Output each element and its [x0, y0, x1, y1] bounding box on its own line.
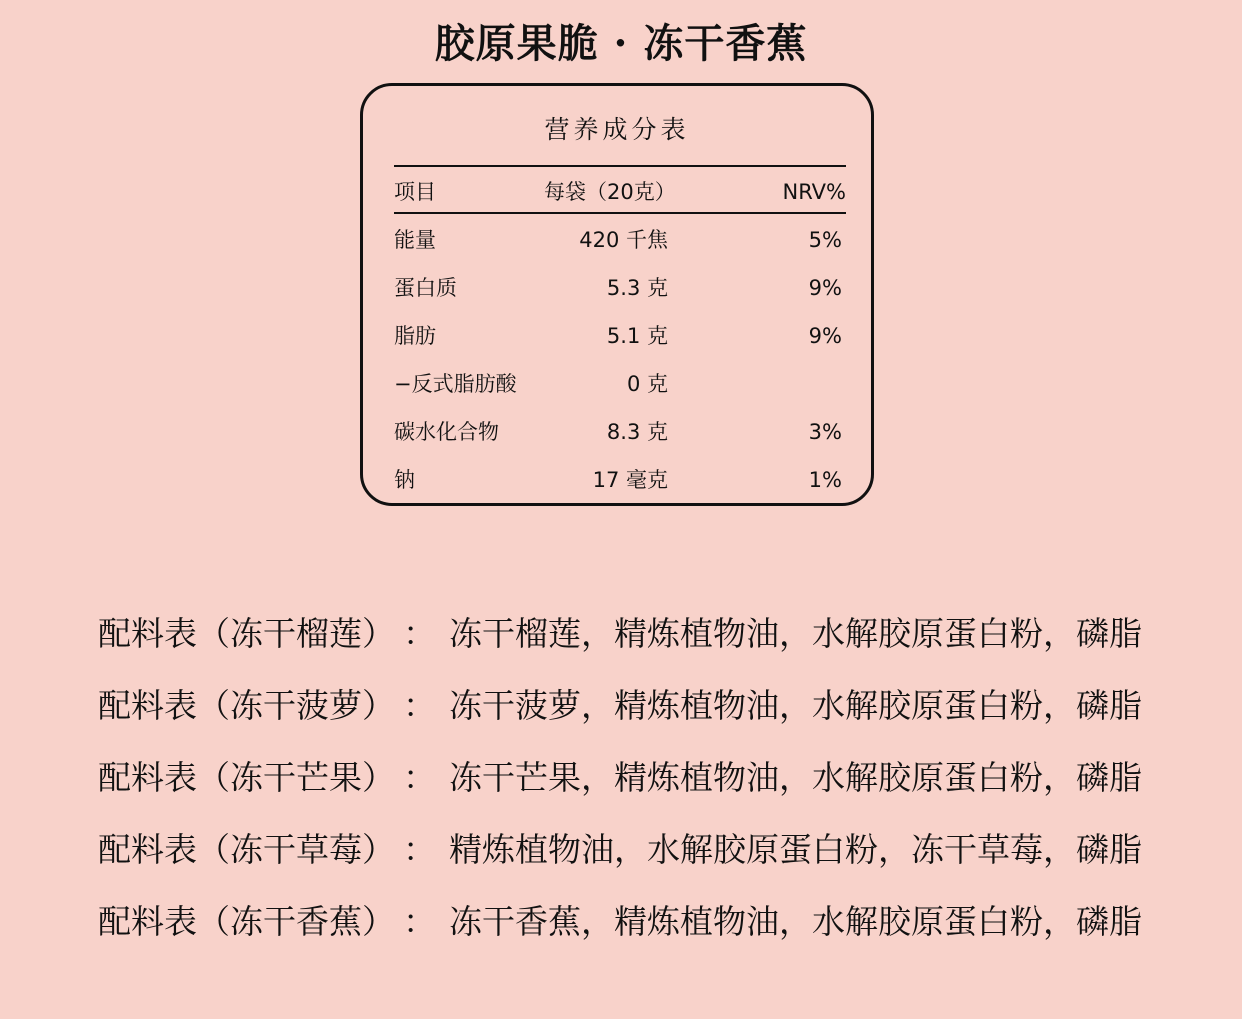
ingredients-line — [98, 598, 1158, 670]
nutrient-amount: 8.3 克 — [606, 420, 668, 444]
table-row — [394, 220, 846, 260]
header-item: 项目 — [394, 180, 436, 204]
nutrient-nrv: 5% — [808, 228, 842, 252]
table-row — [394, 412, 846, 452]
nutrition-facts-table — [360, 83, 874, 506]
nutrient-amount: 17 毫克 — [592, 468, 668, 492]
ingredients-label: 配料表（冻干芒果） — [98, 758, 395, 797]
nutrient-amount: 5.1 克 — [606, 324, 668, 348]
header-nrv: NRV% — [782, 180, 846, 204]
table-header-row — [394, 172, 846, 212]
ingredients-text: 冻干菠萝，精炼植物油，水解胶原蛋白粉，磷脂 — [449, 686, 1142, 725]
ingredients-colon: ： — [403, 830, 436, 869]
ingredients-list — [98, 598, 1158, 958]
ingredients-colon: ： — [403, 686, 436, 725]
ingredients-text: 冻干榴莲，精炼植物油，水解胶原蛋白粉，磷脂 — [449, 614, 1142, 653]
ingredients-text: 冻干香蕉，精炼植物油，水解胶原蛋白粉，磷脂 — [449, 902, 1142, 941]
nutrient-name: 蛋白质 — [394, 276, 457, 300]
ingredients-label: 配料表（冻干草莓） — [98, 830, 395, 869]
table-row — [394, 364, 846, 404]
ingredients-label: 配料表（冻干榴莲） — [98, 614, 395, 653]
table-top-rule — [394, 165, 846, 167]
nutrient-amount: 5.3 克 — [606, 276, 668, 300]
nutrient-name: 脂肪 — [394, 324, 436, 348]
nutrient-nrv: 9% — [808, 276, 842, 300]
ingredients-label: 配料表（冻干香蕉） — [98, 902, 395, 941]
nutrient-nrv: 1% — [808, 468, 842, 492]
ingredients-colon: ： — [403, 758, 436, 797]
nutrition-table-title: 营养成分表 — [544, 115, 690, 144]
ingredients-label: 配料表（冻干菠萝） — [98, 686, 395, 725]
ingredients-line — [98, 742, 1158, 814]
header-amount: 每袋（20克） — [544, 180, 676, 204]
ingredients-text: 精炼植物油，水解胶原蛋白粉，冻干草莓，磷脂 — [449, 830, 1142, 869]
nutrient-amount: 0 克 — [626, 372, 668, 396]
nutrient-name: 钠 — [394, 468, 415, 492]
nutrient-nrv: 9% — [808, 324, 842, 348]
nutrient-name: 碳水化合物 — [394, 420, 499, 444]
ingredients-line — [98, 886, 1158, 958]
ingredients-line — [98, 670, 1158, 742]
nutrient-name: 能量 — [394, 228, 436, 252]
nutrient-name: −反式脂肪酸 — [394, 372, 517, 396]
table-header-rule — [394, 212, 846, 214]
table-row — [394, 460, 846, 500]
table-row — [394, 268, 846, 308]
table-row — [394, 316, 846, 356]
ingredients-text: 冻干芒果，精炼植物油，水解胶原蛋白粉，磷脂 — [449, 758, 1142, 797]
nutrient-nrv: 3% — [808, 420, 842, 444]
ingredients-colon: ： — [403, 902, 436, 941]
ingredients-colon: ： — [403, 614, 436, 653]
nutrient-amount: 420 千焦 — [579, 228, 668, 252]
page-title: 胶原果脆 · 冻干香蕉 — [434, 20, 808, 67]
ingredients-line — [98, 814, 1158, 886]
